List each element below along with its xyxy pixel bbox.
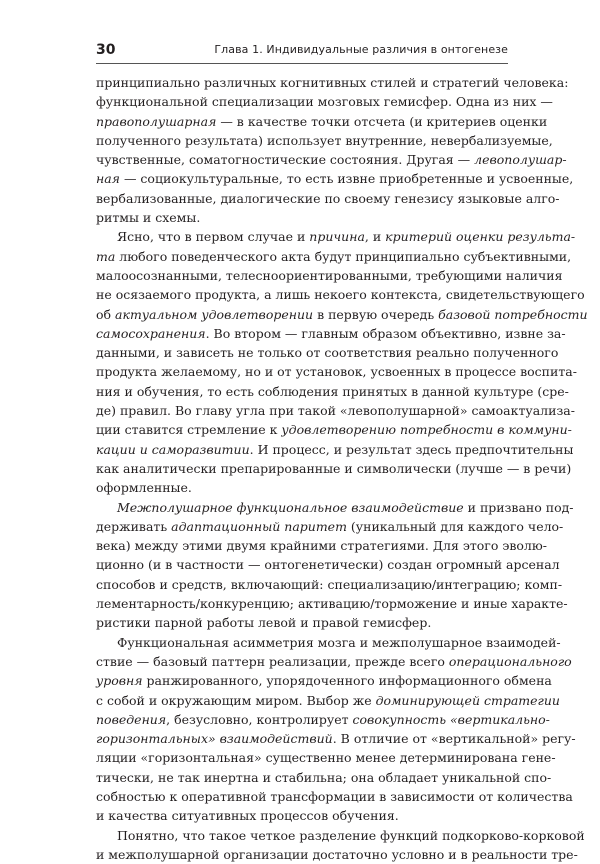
italic-emphasis: ная: [96, 171, 120, 187]
italic-emphasis: та: [96, 248, 116, 264]
page-header: [96, 42, 508, 60]
text-line: ния и обучения, то есть соблюдения принятых в данной культуре (сре-: [96, 383, 569, 399]
italic-emphasis: удовлетворению потребности в коммуни-: [281, 422, 572, 438]
text-line: не осязаемого продукта, а лишь некоего контекста, свидетельствующего: [96, 287, 585, 303]
text-line: способов и средств, включающий: специализацию/интеграцию; комп-: [96, 576, 563, 592]
text-line: ствие — базовый паттерн реализации, прежде всего операционального: [96, 653, 572, 669]
running-head: Глава 1. Индивидуальные различия в онтогенезе: [214, 43, 508, 56]
text-line: горизонтальных» взаимодействий. В отличие от «вертикальной» регу-: [96, 731, 576, 747]
text-line: принципиально различных когнитивных стилей и стратегий человека:: [96, 75, 569, 90]
italic-emphasis: кации и саморазвитии: [96, 441, 250, 457]
italic-emphasis: критерий оценки результа-: [385, 229, 576, 245]
text-line: Функциональная асимметрия мозга и межполушарное взаимодей-: [117, 634, 561, 650]
text-line: самосохранения. Во втором — главным образом объективно, извне за-: [96, 325, 566, 341]
page-number: 30: [96, 42, 116, 58]
italic-emphasis: совокупность «вертикально-: [352, 711, 550, 727]
text-line: тически, не так инертна и стабильна; она обладает уникальной спо-: [96, 769, 552, 785]
text-line: продукта желаемому, но и от установок, усвоенных в процессе воспита-: [96, 364, 577, 380]
text-line: и качества ситуативных процессов обучения.: [96, 808, 399, 824]
text-line: держивать адаптационный паритет (уникальный для каждого чело-: [96, 518, 564, 534]
text-line: кации и саморазвитии. И процесс, и результат здесь предпочтительны: [96, 441, 574, 457]
text-line: и межполушарной организации достаточно условно и в реальности тре-: [96, 846, 578, 862]
italic-emphasis: доминирующей стратегии: [375, 692, 560, 708]
italic-emphasis: самосохранения: [96, 325, 206, 341]
text-line: ристики парной работы левой и правой гемисфер.: [96, 615, 432, 631]
italic-emphasis: уровня: [96, 673, 143, 689]
text-line: уровня ранжированного, упорядоченного информационного обмена: [96, 673, 552, 689]
text-line: Межполушарное функциональное взаимодействие и призвано под-: [117, 499, 574, 515]
text-line: с собой и окружающим миром. Выбор же доминирующей стратегии: [96, 692, 560, 708]
text-line: де) правил. Во главу угла при такой «левополушарной» самоактуализа-: [96, 403, 575, 419]
italic-emphasis: правополушарная: [96, 113, 217, 129]
text-line: функциональной специализации мозговых гемисфер. Одна из них —: [96, 94, 553, 110]
text-line: ная — социокультуральные, то есть извне приобретенные и усвоенные,: [96, 171, 574, 187]
italic-emphasis: базовой потребности: [438, 306, 588, 322]
text-line: ционно (и в частности — онтогенетически) создан огромный арсенал: [96, 557, 560, 573]
text-line: правополушарная — в качестве точки отсчета (и критериев оценки: [96, 113, 548, 129]
text-line: лементарность/конкуренцию; активацию/торможение и иные характе-: [96, 596, 568, 612]
text-line: как аналитически препарированные и символически (лучше — в речи): [96, 460, 572, 476]
text-line: та любого поведенческого акта будут принципиально субъективными,: [96, 248, 572, 264]
text-line: малоосознанными, телесноориентированными, требующими наличия: [96, 267, 563, 283]
italic-emphasis: поведения: [96, 711, 167, 727]
italic-emphasis: причина: [309, 229, 365, 245]
text-line: Ясно, что в первом случае и причина, и критерий оценки результа-: [117, 229, 576, 245]
text-line: ляции «горизонтальная» существенно менее детерминирована гене-: [96, 750, 556, 766]
italic-emphasis: адаптационный паритет: [171, 518, 347, 534]
text-line: данными, и зависеть не только от соответствия реально полученного: [96, 345, 559, 361]
text-line: века) между этими двумя крайними стратегиями. Для этого эволю-: [96, 538, 547, 554]
italic-emphasis: горизонтальных» взаимодействий: [96, 731, 333, 747]
italic-emphasis: левополушар-: [474, 152, 567, 168]
body-text: [96, 73, 588, 864]
text-line: Понятно, что такое четкое разделение функций подкорково-корковой: [117, 827, 585, 843]
text-line: ритмы и схемы.: [96, 210, 201, 226]
text-line: об актуальном удовлетворении в первую очередь базовой потребности: [96, 306, 588, 322]
text-line: собностью к оперативной трансформации в зависимости от количества: [96, 788, 573, 804]
text-line: вербализованные, диалогические по своему генезису языковые алго-: [96, 190, 560, 206]
header-rule: [96, 63, 508, 64]
italic-emphasis: операционального: [448, 653, 572, 669]
text-line: поведения, безусловно, контролирует совокупность «вертикально-: [96, 711, 550, 727]
text-line: оформленные.: [96, 480, 192, 496]
italic-emphasis: актуальном удовлетворении: [115, 306, 314, 322]
text-line: ции ставится стремление к удовлетворению потребности в коммуни-: [96, 422, 572, 438]
text-line: чувственные, соматогностические состояния. Другая — левополушар-: [96, 152, 567, 168]
italic-emphasis: Межполушарное функциональное взаимодействие: [117, 499, 464, 515]
text-line: полученного результата) использует внутренние, невербализуемые,: [96, 132, 553, 148]
